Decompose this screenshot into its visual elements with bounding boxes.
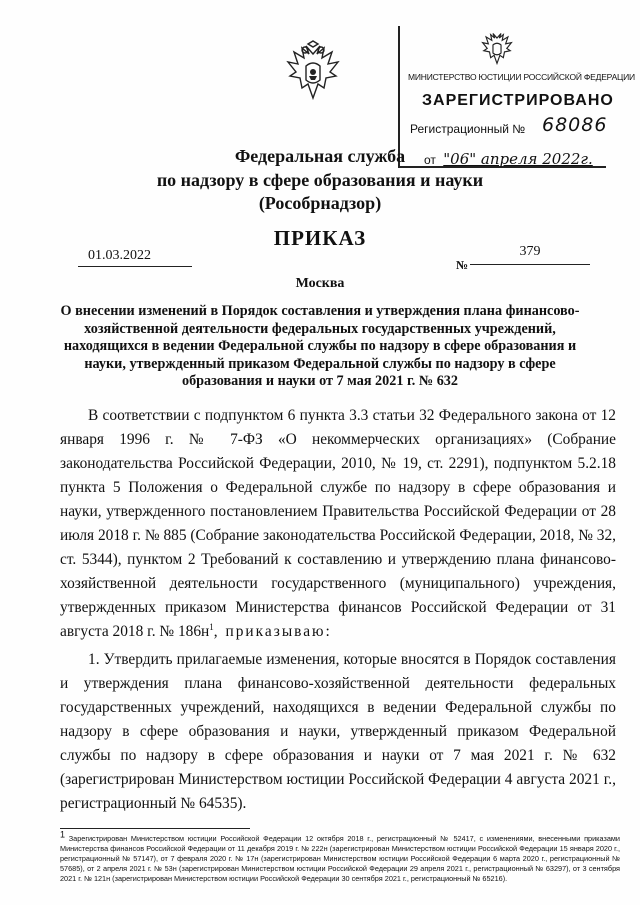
document-type: ПРИКАЗ (273, 226, 367, 250)
stamp-emblem-icon (480, 30, 514, 68)
footnote-ref: 1 (209, 621, 214, 632)
stamp-reg-label: Регистрационный № (410, 122, 526, 136)
paragraph-2: 1. Утвердить прилагаемые изменения, которые вносятся в Порядок составления и утверждения плана финансово-хозяйственной деятельности федеральных государственных учреждений, находящихся в ведении Федеральной службы по надзору в сфере образования и науки, утвержденный приказом Федеральной службы по надзору в сфере образования и науки от 7 мая 2021 г. № 632 (зарегистрирован Министерством юстиции Российской Федерации 4 августа 2021 г., регистрационный № 64535). (60, 651, 616, 812)
stamp-reg-number: 68086 (542, 114, 608, 136)
stamp-date: "06" апреля 2022г. (443, 150, 593, 168)
coat-of-arms-icon (284, 40, 342, 106)
number-label: № (456, 258, 469, 272)
document-body (60, 404, 616, 820)
stamp-registered-label: ЗАРЕГИСТРИРОВАНО (422, 92, 614, 109)
paragraph-1-text: В соответствии с подпунктом 6 пункта 3.3 статьи 32 Федерального закона от 12 января 1996 г. № 7-ФЗ «О некоммерческих организациях» (Собрание законодательства Российской Федерации, 2010, № 19, ст. 2291), подпунктом 5.2.18 пункта 5 Положения о Федеральной службе по надзору в сфере образования и науки, утвержденного постановлением Правительства Российской Федерации от 28 июля 2018 г. № 885 (Собрание законодательства Российской Федерации, 2018, № 32, ст. 5344), пунктом 2 Требований к составлению и утверждению плана финансово-хозяйственной деятельности государственного (муниципального) учреждения, утвержденных приказом Министерства финансов Российской Федерации от 31 августа 2018 г. № 186н (60, 407, 616, 640)
stamp-date-prefix: от (424, 153, 436, 167)
document-title: О внесении изменений в Порядок составления и утверждения плана финансово-хозяйственной деятельности федеральных государственных учреждений, находящихся в ведении Федеральной службы по надзору в сфере образования и науки, утвержденный приказом Федеральной службы по надзору в сфере образования и науки от 7 мая 2021 г. № 632 (60, 303, 580, 389)
document-date: 01.03.2022 (78, 248, 192, 267)
document-number: 379 (470, 244, 590, 265)
agency-name-line2: по надзору в сфере образования и науки (156, 170, 484, 190)
document-city: Москва (295, 276, 345, 291)
footnote-mark: 1 (60, 829, 66, 840)
paragraph-1-end: , приказываю: (213, 623, 332, 640)
agency-name-line3: (Рособрнадзор) (258, 193, 382, 213)
footnote-divider (60, 828, 250, 829)
agency-name-line1: Федеральная служба (234, 146, 406, 166)
footnote (60, 829, 621, 884)
paragraph-1 (60, 404, 616, 644)
footnote-text: Зарегистрирован Министерством юстиции Российской Федерации 12 октября 2018 г., регистрационный № 52417, с изменениями, внесенными приказами Министерства финансов Российской Федерации от 11 декабря 2019 г. № 222н (зарегистрирован Министерством юстиции Российской Федерации 15 января 2020 г., регистрационный № 57147), от 7 февраля 2020 г. № 17н (зарегистрирован Министерством юстиции Российской Федерации 6 марта 2020 г., регистрационный № 57685), от 2 апреля 2021 г. № 53н (зарегистрирован Министерством юстиции Российской Федерации 29 апреля 2021 г., регистрационный № 63297), от 3 сентября 2021 г. № 121н (зарегистрирован Министерством юстиции Российской Федерации 30 сентября 2021 г., регистрационный № 65216). (60, 834, 621, 883)
stamp-ministry-name: МИНИСТЕРСТВО ЮСТИЦИИ РОССИЙСКОЙ ФЕДЕРАЦИИ (408, 72, 635, 82)
